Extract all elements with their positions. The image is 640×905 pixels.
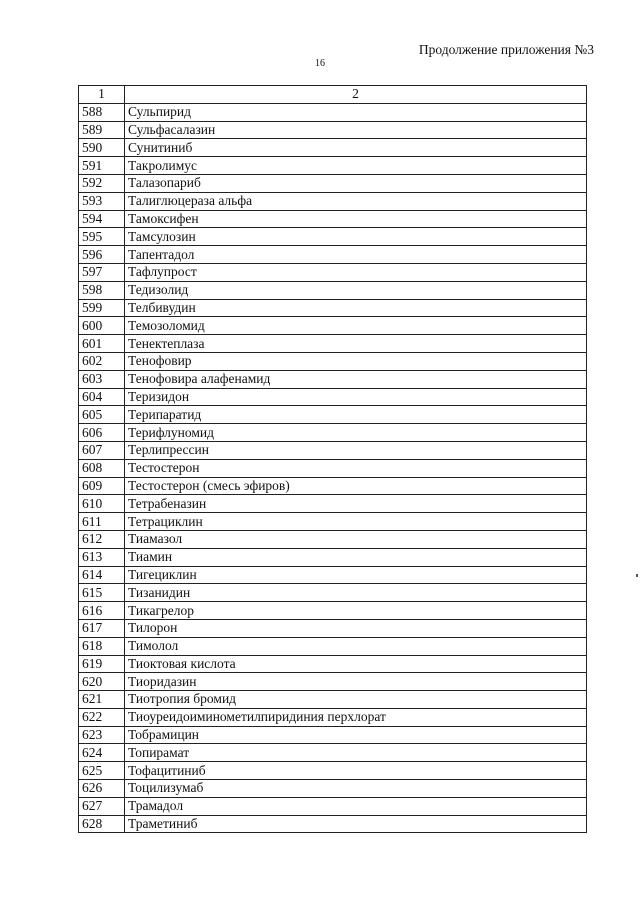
row-number: 596: [79, 246, 125, 264]
medication-name: Тенофовира алафенамид: [125, 370, 587, 388]
medication-name: Сульпирид: [125, 103, 587, 121]
medication-name: Тиоктовая кислота: [125, 655, 587, 673]
table-row: [79, 192, 587, 210]
table-row: [79, 637, 587, 655]
medication-name: Тафлупрост: [125, 263, 587, 281]
table-row: [79, 566, 587, 584]
row-number: 604: [79, 388, 125, 406]
row-number: 599: [79, 299, 125, 317]
row-number: 617: [79, 619, 125, 637]
table-row: [79, 174, 587, 192]
row-number: 605: [79, 406, 125, 424]
scan-mark: [636, 574, 638, 577]
row-number: 609: [79, 477, 125, 495]
medication-name: Телбивудин: [125, 299, 587, 317]
row-number: 600: [79, 317, 125, 335]
table-body: [79, 103, 587, 833]
row-number: 616: [79, 602, 125, 620]
row-number: 602: [79, 352, 125, 370]
column-header-number: 1: [79, 86, 125, 104]
medication-name: Тоцилизумаб: [125, 780, 587, 798]
table-row: [79, 281, 587, 299]
table-row: [79, 335, 587, 353]
medication-name: Такролимус: [125, 157, 587, 175]
medication-name: Талиглюцераза альфа: [125, 192, 587, 210]
row-number: 593: [79, 192, 125, 210]
medication-name: Тизанидин: [125, 584, 587, 602]
row-number: 598: [79, 281, 125, 299]
medication-name: Трамадол: [125, 797, 587, 815]
table-row: [79, 299, 587, 317]
medication-name: Тиоридазин: [125, 673, 587, 691]
table-row: [79, 495, 587, 513]
table-row: [79, 424, 587, 442]
row-number: 607: [79, 441, 125, 459]
medication-name: Тигециклин: [125, 566, 587, 584]
row-number: 624: [79, 744, 125, 762]
row-number: 619: [79, 655, 125, 673]
column-header-name: 2: [125, 86, 587, 104]
table-row: [79, 210, 587, 228]
medication-name: Сунитиниб: [125, 139, 587, 157]
row-number: 622: [79, 708, 125, 726]
row-number: 603: [79, 370, 125, 388]
medication-name: Теризидон: [125, 388, 587, 406]
table-row: [79, 103, 587, 121]
medication-name: Тиамин: [125, 548, 587, 566]
table-row: [79, 655, 587, 673]
row-number: 623: [79, 726, 125, 744]
table-row: [79, 352, 587, 370]
row-number: 620: [79, 673, 125, 691]
medication-name: Тенектеплаза: [125, 335, 587, 353]
row-number: 612: [79, 530, 125, 548]
medication-name: Тестостерон (смесь эфиров): [125, 477, 587, 495]
table-row: [79, 441, 587, 459]
row-number: 627: [79, 797, 125, 815]
medication-name: Тобрамицин: [125, 726, 587, 744]
row-number: 618: [79, 637, 125, 655]
table-row: [79, 370, 587, 388]
table-row: [79, 477, 587, 495]
table-header-row: [79, 86, 587, 104]
medication-name: Тамсулозин: [125, 228, 587, 246]
medication-name: Тиамазол: [125, 530, 587, 548]
table-row: [79, 708, 587, 726]
table-row: [79, 762, 587, 780]
table-header: [79, 86, 587, 104]
table-row: [79, 139, 587, 157]
medication-name: Тиотропия бромид: [125, 691, 587, 709]
medication-name: Тапентадол: [125, 246, 587, 264]
medication-name: Тиоуреидоиминометилпиридиния перхлорат: [125, 708, 587, 726]
page-number: 16: [315, 58, 325, 69]
table-row: [79, 459, 587, 477]
table-row: [79, 121, 587, 139]
row-number: 594: [79, 210, 125, 228]
medication-name: Терифлуномид: [125, 424, 587, 442]
medication-name: Тетрациклин: [125, 513, 587, 531]
table-row: [79, 780, 587, 798]
row-number: 592: [79, 174, 125, 192]
row-number: 591: [79, 157, 125, 175]
table-row: [79, 157, 587, 175]
medication-name: Тилорон: [125, 619, 587, 637]
table-row: [79, 797, 587, 815]
row-number: 610: [79, 495, 125, 513]
table-row: [79, 263, 587, 281]
table-row: [79, 548, 587, 566]
medication-name: Тикагрелор: [125, 602, 587, 620]
medication-name: Тофацитиниб: [125, 762, 587, 780]
table-row: [79, 726, 587, 744]
table-row: [79, 815, 587, 833]
medication-name: Тамоксифен: [125, 210, 587, 228]
row-number: 615: [79, 584, 125, 602]
medication-name: Талазопариб: [125, 174, 587, 192]
table-row: [79, 513, 587, 531]
row-number: 595: [79, 228, 125, 246]
medication-name: Тимолол: [125, 637, 587, 655]
row-number: 606: [79, 424, 125, 442]
table-row: [79, 246, 587, 264]
medication-name: Топирамат: [125, 744, 587, 762]
medication-name: Тетрабеназин: [125, 495, 587, 513]
row-number: 614: [79, 566, 125, 584]
row-number: 588: [79, 103, 125, 121]
table-row: [79, 602, 587, 620]
row-number: 611: [79, 513, 125, 531]
medication-name: Тенофовир: [125, 352, 587, 370]
continuation-note: Продолжение приложения №3: [418, 42, 594, 57]
table-row: [79, 317, 587, 335]
table-row: [79, 691, 587, 709]
row-number: 613: [79, 548, 125, 566]
row-number: 608: [79, 459, 125, 477]
table-row: [79, 530, 587, 548]
table-row: [79, 406, 587, 424]
table-row: [79, 584, 587, 602]
row-number: 597: [79, 263, 125, 281]
table-row: [79, 744, 587, 762]
medication-name: Тедизолид: [125, 281, 587, 299]
row-number: 601: [79, 335, 125, 353]
medication-name: Терипаратид: [125, 406, 587, 424]
medication-name: Сульфасалазин: [125, 121, 587, 139]
medication-name: Траметиниб: [125, 815, 587, 833]
medication-table: [78, 85, 587, 833]
table-row: [79, 228, 587, 246]
table-row: [79, 619, 587, 637]
row-number: 589: [79, 121, 125, 139]
row-number: 626: [79, 780, 125, 798]
table-row: [79, 673, 587, 691]
row-number: 621: [79, 691, 125, 709]
medication-name: Терлипрессин: [125, 441, 587, 459]
medication-name: Темозоломид: [125, 317, 587, 335]
medication-name: Тестостерон: [125, 459, 587, 477]
row-number: 625: [79, 762, 125, 780]
row-number: 590: [79, 139, 125, 157]
table-row: [79, 388, 587, 406]
row-number: 628: [79, 815, 125, 833]
